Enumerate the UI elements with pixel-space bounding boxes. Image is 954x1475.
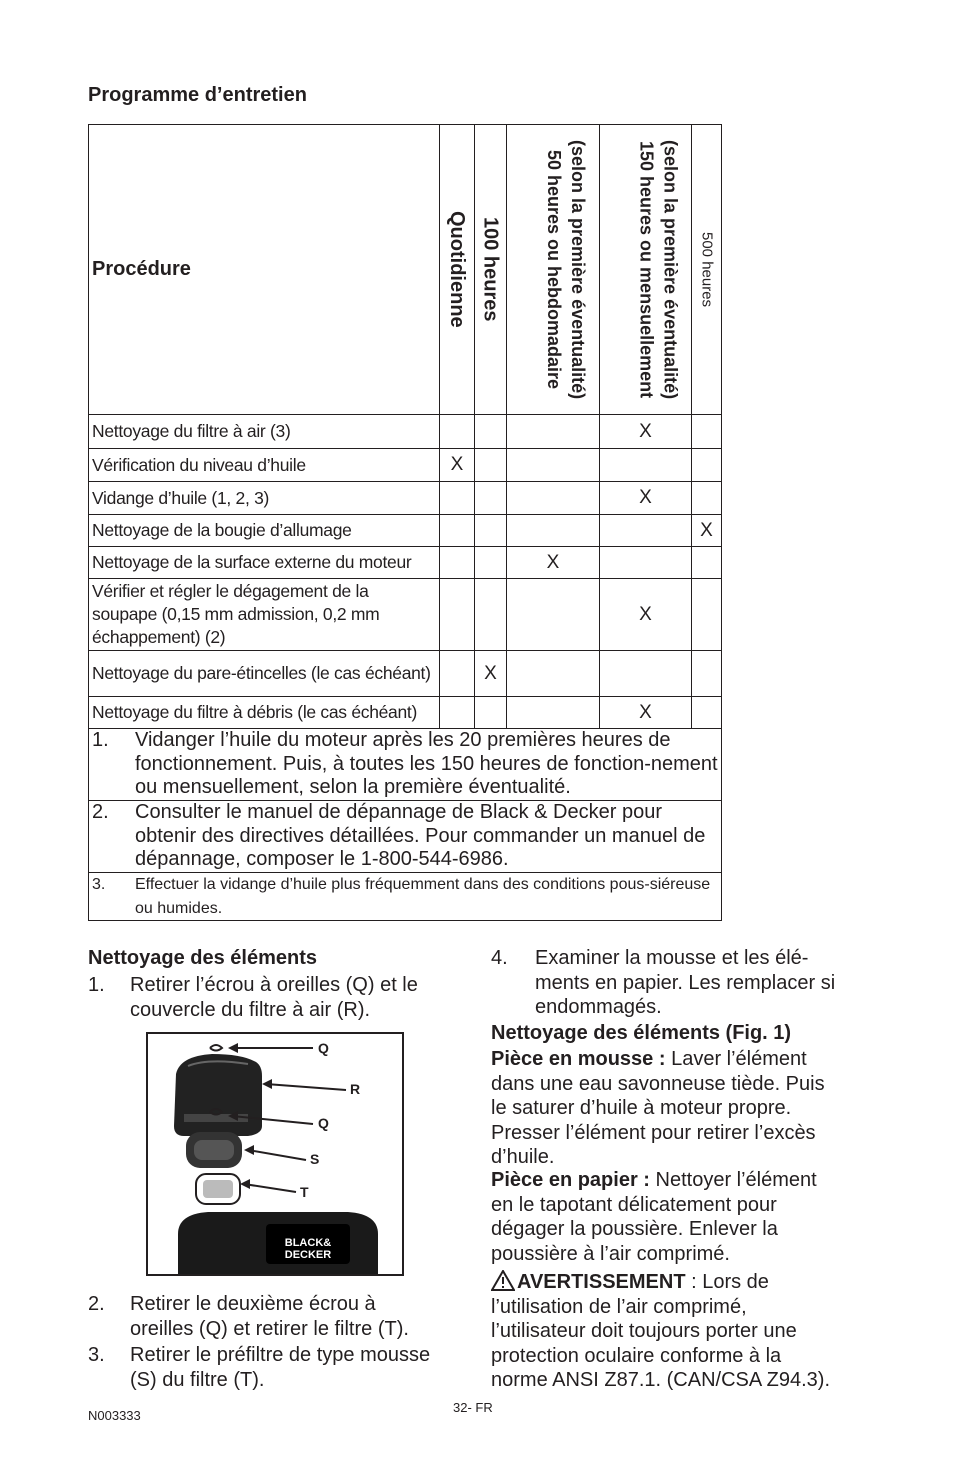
schedule-cell [691,449,721,481]
schedule-cell [474,415,506,448]
section-heading: Nettoyage des éléments [88,947,317,969]
air-filter-figure [146,1032,404,1276]
procedure-cell: Vidange d’huile (1, 2, 3) [92,487,270,508]
foam-paragraph: Pièce en mousse : Laver l’élément dans une eau savonneuse tiède. Puis le saturer d’huile à moteur propre. Presser l’élément pour retirer l’excès d’huile. [491,1048,825,1168]
schedule-cell [474,547,506,578]
schedule-cell [599,449,691,481]
header-col-50h: 50 heures ou hebdomadaire (selon la première éventualité) [506,125,599,414]
header-col-100h: 100 heures [474,125,506,414]
schedule-cell [691,579,721,650]
procedure-cell: Nettoyage du filtre à air (3) [92,421,291,441]
table-note-3: 3. Effectuer la vidange d’huile plus fréquemment dans des conditions pous-siéreuse ou humides. [92,876,711,917]
table-row [89,415,721,449]
schedule-cell [599,547,691,578]
schedule-cell [439,515,474,546]
schedule-cell: X [474,651,506,696]
table-row [89,482,721,515]
table-header-row [89,125,721,415]
schedule-cell [506,697,599,728]
table-row [89,579,721,651]
procedure-cell: Vérifier et régler le dégagement de la soupape (0,15 mm admission, 0,2 mm échappement) (2) [92,581,380,647]
schedule-cell [691,697,721,728]
document-code: N003333 [88,1408,141,1423]
table-note-2: 2. Consulter le manuel de dépannage de Black & Decker pour obtenir des directives détaillées. Pour commander un manuel de dépannage, composer le 1-800-544-6986. [89,801,721,873]
table-note-1: 1. Vidanger l’huile du moteur après les 20 premières heures de fonctionnement. Puis, à toutes les 150 heures de fonction-nement ou mensuellement, selon la première éventualité. [89,729,721,801]
schedule-cell [439,651,474,696]
schedule-cell [474,482,506,514]
maintenance-table [88,124,722,921]
figure-label-r: R [350,1081,361,1097]
page-number: 32- FR [453,1400,493,1415]
table-row [89,547,721,579]
procedure-cell: Vérification du niveau d’huile [92,454,306,475]
schedule-cell [506,515,599,546]
figure-label-q: Q [318,1040,329,1056]
table-row [89,697,721,729]
schedule-cell [439,697,474,728]
schedule-cell [474,579,506,650]
brand-logo-2: DECKER [284,1249,332,1261]
paper-paragraph: Pièce en papier : Nettoyer l’élément en le tapotant délicatement pour dégager la poussière. Enlever la poussière à l’air comprimé. [491,1169,817,1265]
schedule-cell: X [599,697,691,728]
table-row [89,449,721,482]
schedule-cell: X [599,579,691,650]
procedure-cell: Nettoyage du filtre à débris (le cas échéant) [92,702,418,722]
schedule-cell [474,697,506,728]
schedule-cell [439,547,474,578]
warning-icon [491,1270,515,1291]
header-col-500h: 500 heures [691,125,721,414]
figure-label-q2: Q [318,1115,329,1131]
table-row [89,651,721,697]
schedule-cell: X [599,415,691,448]
schedule-cell [474,515,506,546]
brand-logo: BLACK& [284,1237,332,1249]
schedule-cell [691,651,721,696]
schedule-cell: X [506,547,599,578]
schedule-cell [691,482,721,514]
schedule-cell [691,547,721,578]
schedule-cell [506,579,599,650]
schedule-cell: X [691,515,721,546]
procedure-cell: Nettoyage de la bougie d’allumage [92,520,352,540]
header-procedure: Procédure [92,258,191,280]
air-filter-diagram [148,1034,402,1274]
schedule-cell: X [439,449,474,481]
header-col-daily: Quotidienne [439,125,474,414]
warning-paragraph: AVERTISSEMENT : Lors de l’utilisation de l’air comprimé, l’utilisateur doit toujours porter une protection oculaire conforme à la norme ANSI Z87.1. (CAN/CSA Z94.3). [491,1271,831,1391]
figure-label-s: S [310,1151,320,1167]
schedule-cell [691,415,721,448]
figure-label-t: T [300,1184,309,1200]
page-title: Programme d’entretien [88,84,307,106]
procedure-cell: Nettoyage de la surface externe du moteur [92,552,412,572]
schedule-cell: X [599,482,691,514]
schedule-cell [506,482,599,514]
schedule-cell [439,579,474,650]
schedule-cell [506,449,599,481]
header-col-150h: 150 heures ou mensuellement (selon la première éventualité) [599,125,691,414]
schedule-cell [599,515,691,546]
schedule-cell [474,449,506,481]
schedule-cell [599,651,691,696]
schedule-cell [439,482,474,514]
table-row [89,515,721,547]
procedure-cell: Nettoyage du pare-étincelles (le cas échéant) [92,663,431,683]
schedule-cell [506,415,599,448]
schedule-cell [439,415,474,448]
schedule-cell [506,651,599,696]
subsection-heading: Nettoyage des éléments (Fig. 1) [491,1022,792,1044]
